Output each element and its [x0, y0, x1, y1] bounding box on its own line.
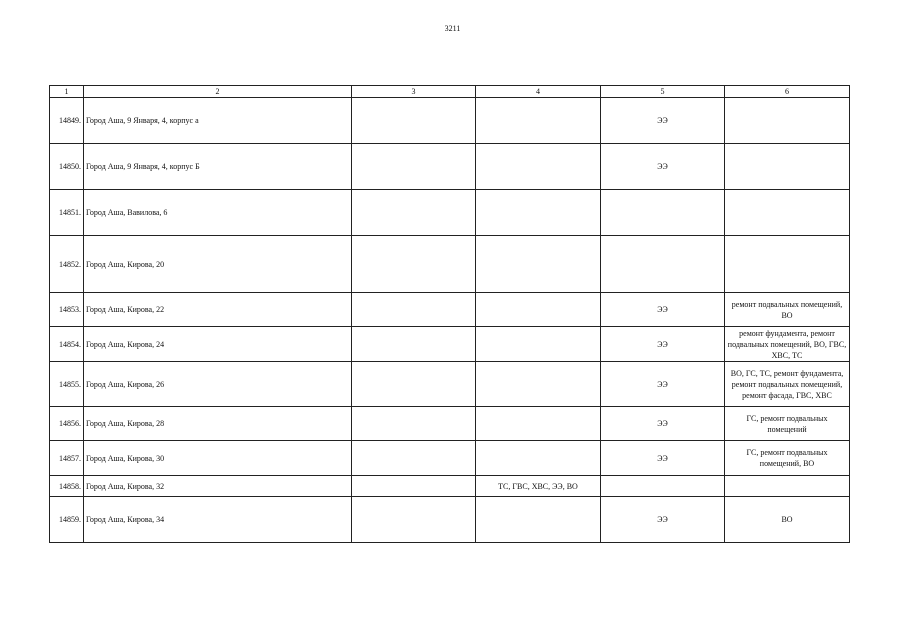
col3-cell — [352, 362, 476, 407]
column-header: 1 — [50, 86, 84, 98]
col6-cell: ГС, ремонт подвальных помещений, ВО — [725, 441, 850, 476]
col5-cell: ЭЭ — [601, 407, 725, 441]
column-header: 5 — [601, 86, 725, 98]
col3-cell — [352, 98, 476, 144]
table-row — [50, 144, 850, 190]
address-cell: Город Аша, Кирова, 24 — [84, 327, 352, 362]
column-header: 4 — [476, 86, 601, 98]
row-number: 14858. — [50, 476, 84, 497]
table-row — [50, 236, 850, 293]
row-number: 14855. — [50, 362, 84, 407]
col6-cell: ремонт подвальных помещений, ВО — [725, 293, 850, 327]
col3-cell — [352, 441, 476, 476]
row-number: 14853. — [50, 293, 84, 327]
row-number: 14850. — [50, 144, 84, 190]
column-header: 6 — [725, 86, 850, 98]
row-number: 14859. — [50, 497, 84, 543]
table-row — [50, 293, 850, 327]
table-row — [50, 190, 850, 236]
col5-cell: ЭЭ — [601, 497, 725, 543]
col5-cell: ЭЭ — [601, 293, 725, 327]
col3-cell — [352, 497, 476, 543]
col4-cell — [476, 362, 601, 407]
col4-cell — [476, 327, 601, 362]
col3-cell — [352, 293, 476, 327]
page-number: 3211 — [444, 24, 461, 33]
table-row — [50, 98, 850, 144]
row-number: 14856. — [50, 407, 84, 441]
address-cell: Город Аша, Кирова, 28 — [84, 407, 352, 441]
address-cell: Город Аша, Кирова, 34 — [84, 497, 352, 543]
table-row — [50, 441, 850, 476]
table-row — [50, 497, 850, 543]
data-table — [49, 85, 850, 543]
col5-cell: ЭЭ — [601, 98, 725, 144]
col5-cell — [601, 476, 725, 497]
table-row — [50, 407, 850, 441]
col6-cell: ВО — [725, 497, 850, 543]
address-cell: Город Аша, Кирова, 22 — [84, 293, 352, 327]
row-number: 14854. — [50, 327, 84, 362]
col4-cell: ТС, ГВС, ХВС, ЭЭ, ВО — [476, 476, 601, 497]
row-number: 14852. — [50, 236, 84, 293]
address-cell: Город Аша, Кирова, 26 — [84, 362, 352, 407]
column-header: 3 — [352, 86, 476, 98]
col5-cell: ЭЭ — [601, 441, 725, 476]
table-row — [50, 327, 850, 362]
col4-cell — [476, 407, 601, 441]
col5-cell — [601, 236, 725, 293]
col6-cell: ВО, ГС, ТС, ремонт фундамента, ремонт подвальных помещений, ремонт фасада, ГВС, ХВС — [725, 362, 850, 407]
col3-cell — [352, 476, 476, 497]
col3-cell — [352, 190, 476, 236]
col6-cell: ГС, ремонт подвальных помещений — [725, 407, 850, 441]
address-cell: Город Аша, Кирова, 30 — [84, 441, 352, 476]
row-number: 14857. — [50, 441, 84, 476]
col3-cell — [352, 407, 476, 441]
col4-cell — [476, 236, 601, 293]
col4-cell — [476, 441, 601, 476]
table-row — [50, 362, 850, 407]
address-cell: Город Аша, Кирова, 20 — [84, 236, 352, 293]
address-cell: Город Аша, Кирова, 32 — [84, 476, 352, 497]
row-number: 14851. — [50, 190, 84, 236]
col3-cell — [352, 236, 476, 293]
col4-cell — [476, 98, 601, 144]
col4-cell — [476, 190, 601, 236]
col6-cell: ремонт фундамента, ремонт подвальных помещений, ВО, ГВС, ХВС, ТС — [725, 327, 850, 362]
col5-cell — [601, 190, 725, 236]
col6-cell — [725, 144, 850, 190]
row-number: 14849. — [50, 98, 84, 144]
col6-cell — [725, 98, 850, 144]
table-row — [50, 476, 850, 497]
col4-cell — [476, 497, 601, 543]
col6-cell — [725, 236, 850, 293]
col6-cell — [725, 476, 850, 497]
column-header: 2 — [84, 86, 352, 98]
address-cell: Город Аша, Вавилова, 6 — [84, 190, 352, 236]
address-cell: Город Аша, 9 Января, 4, корпус Б — [84, 144, 352, 190]
col5-cell: ЭЭ — [601, 144, 725, 190]
col3-cell — [352, 144, 476, 190]
col5-cell: ЭЭ — [601, 327, 725, 362]
address-cell: Город Аша, 9 Января, 4, корпус а — [84, 98, 352, 144]
col5-cell: ЭЭ — [601, 362, 725, 407]
col4-cell — [476, 293, 601, 327]
col6-cell — [725, 190, 850, 236]
col4-cell — [476, 144, 601, 190]
col3-cell — [352, 327, 476, 362]
header-row — [50, 86, 850, 98]
